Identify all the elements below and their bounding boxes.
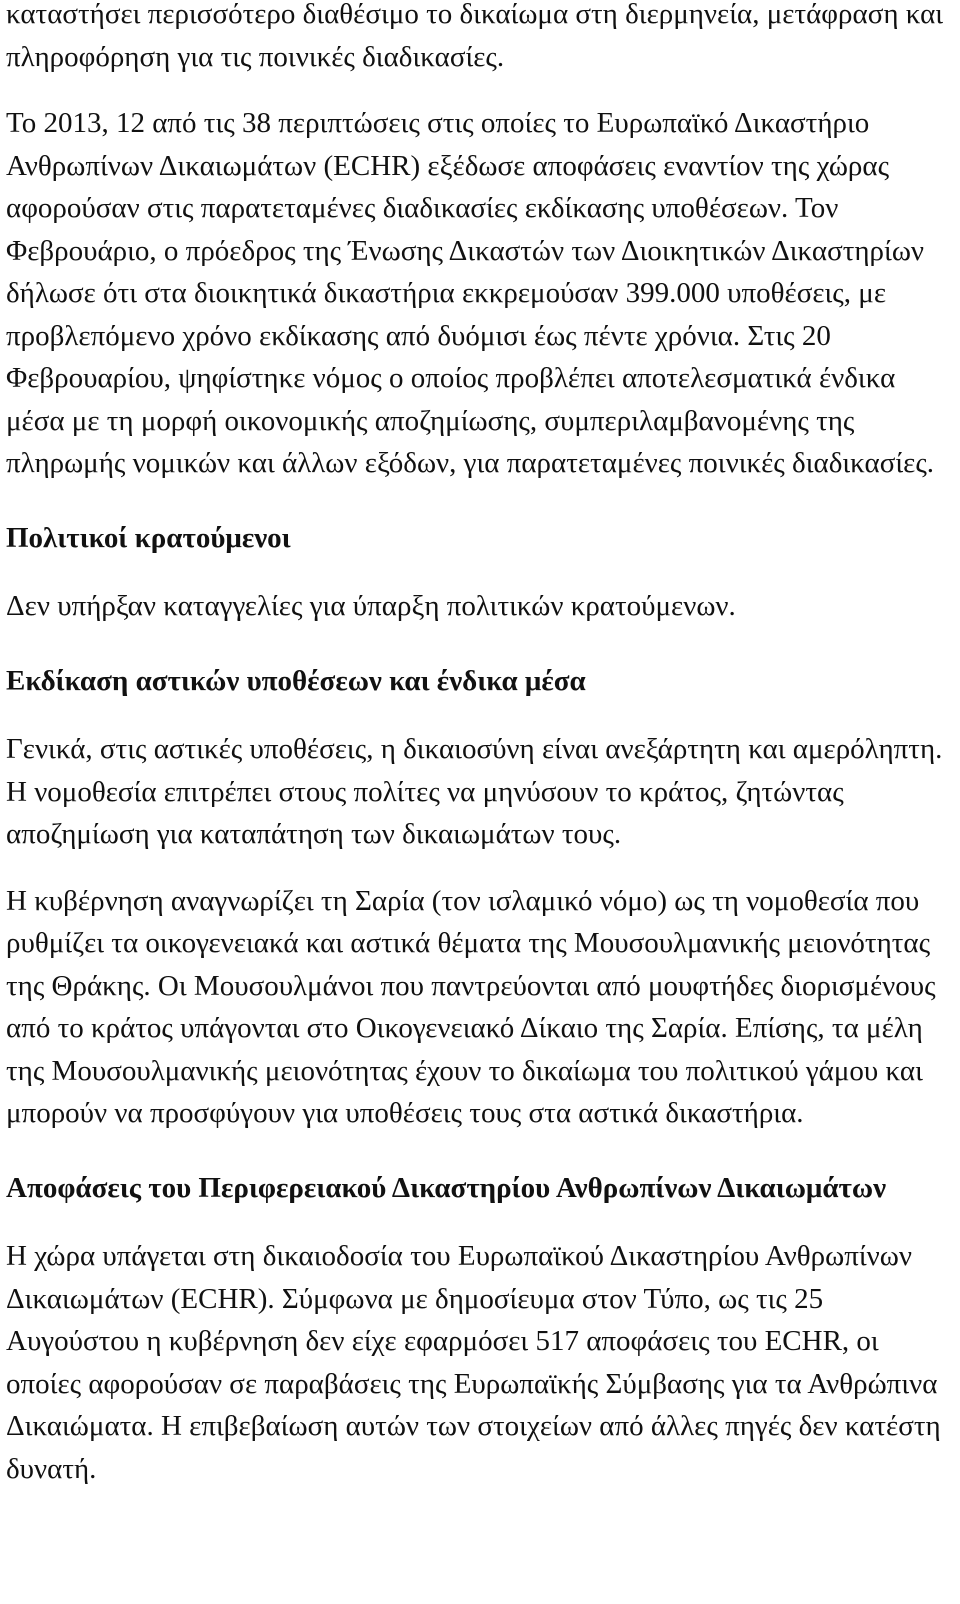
paragraph-echr-jurisdiction: Η χώρα υπάγεται στη δικαιοδοσία του Ευρωπαϊκού Δικαστηρίου Ανθρωπίνων Δικαιωμάτων (ECHR). Σύμφωνα με δημοσίευμα στον Τύπο, ως τις 25 Αυγούστου η κυβέρνηση δεν είχε εφαρμόσει 517 αποφάσεις του ECHR, οι οποίες αφορούσαν σε παραβάσεις της Ευρωπαϊκής Σύμβασης για τα Ανθρώπινα Δικαιώματα. Η επιβεβαίωση αυτών των στοιχείων από άλλες πηγές δεν κατέστη δυνατή. (6, 1240, 941, 1485)
heading-regional-court-decisions: Αποφάσεις του Περιφερειακού Δικαστηρίου Ανθρωπίνων Δικαιωμάτων (6, 1171, 887, 1204)
heading-political-prisoners: Πολιτικοί κρατούμενοι (6, 521, 291, 554)
paragraph-interpretation-rights: καταστήσει περισσότερο διαθέσιμο το δικαίωμα στη διερμηνεία, μετάφραση και πληροφόρηση για τις ποινικές διαδικασίες. (6, 0, 944, 73)
heading-civil-cases: Εκδίκαση αστικών υποθέσεων και ένδικα μέσα (6, 664, 586, 697)
paragraph-echr-delays: Το 2013, 12 από τις 38 περιπτώσεις στις οποίες το Ευρωπαϊκό Δικαστήριο Ανθρωπίνων Δικαιωμάτων (ECHR) εξέδωσε αποφάσεις εναντίον της χώρας αφορούσαν στις παρατεταμένες διαδικασίες εκδίκασης υποθέσεων. Τον Φεβρουάριο, ο πρόεδρος της Ένωσης Δικαστών των Διοικητικών Δικαστηρίων δήλωσε ότι στα διοικητικά δικαστήρια εκκρεμούσαν 399.000 υποθέσεις, με προβλεπόμενο χρόνο εκδίκασης από δυόμισι έως πέντε χρόνια. Στις 20 Φεβρουαρίου, ψηφίστηκε νόμος ο οποίος προβλέπει αποτελεσματικά ένδικα μέσα με τη μορφή οικονομικής αποζημίωσης, συμπεριλαμβανομένης της πληρωμής νομικών και άλλων εξόδων, για παρατεταμένες ποινικές διαδικασίες. (6, 107, 935, 479)
paragraph-sharia: Η κυβέρνηση αναγνωρίζει τη Σαρία (τον ισλαμικό νόμο) ως τη νομοθεσία που ρυθμίζει τα οικογενειακά και αστικά θέματα της Μουσουλμανικής μειονότητας της Θράκης. Οι Μουσουλμάνοι που παντρεύονται από μουφτήδες διορισμένους από το κράτος υπάγονται στο Οικογενειακό Δίκαιο της Σαρία. Επίσης, τα μέλη της Μουσουλμανικής μειονότητας έχουν το δικαίωμα του πολιτικού γάμου και μπορούν να προσφύγουν για υποθέσεις τους στα αστικά δικαστήρια. (6, 884, 936, 1129)
paragraph-civil-judiciary: Γενικά, στις αστικές υποθέσεις, η δικαιοσύνη είναι ανεξάρτητη και αμερόληπτη. Η νομοθεσία επιτρέπει στους πολίτες να μηνύσουν το κράτος, ζητώντας αποζημίωση για καταπάτηση των δικαιωμάτων τους. (6, 733, 943, 850)
paragraph-no-political-prisoners: Δεν υπήρξαν καταγγελίες για ύπαρξη πολιτικών κρατούμενων. (6, 590, 736, 622)
